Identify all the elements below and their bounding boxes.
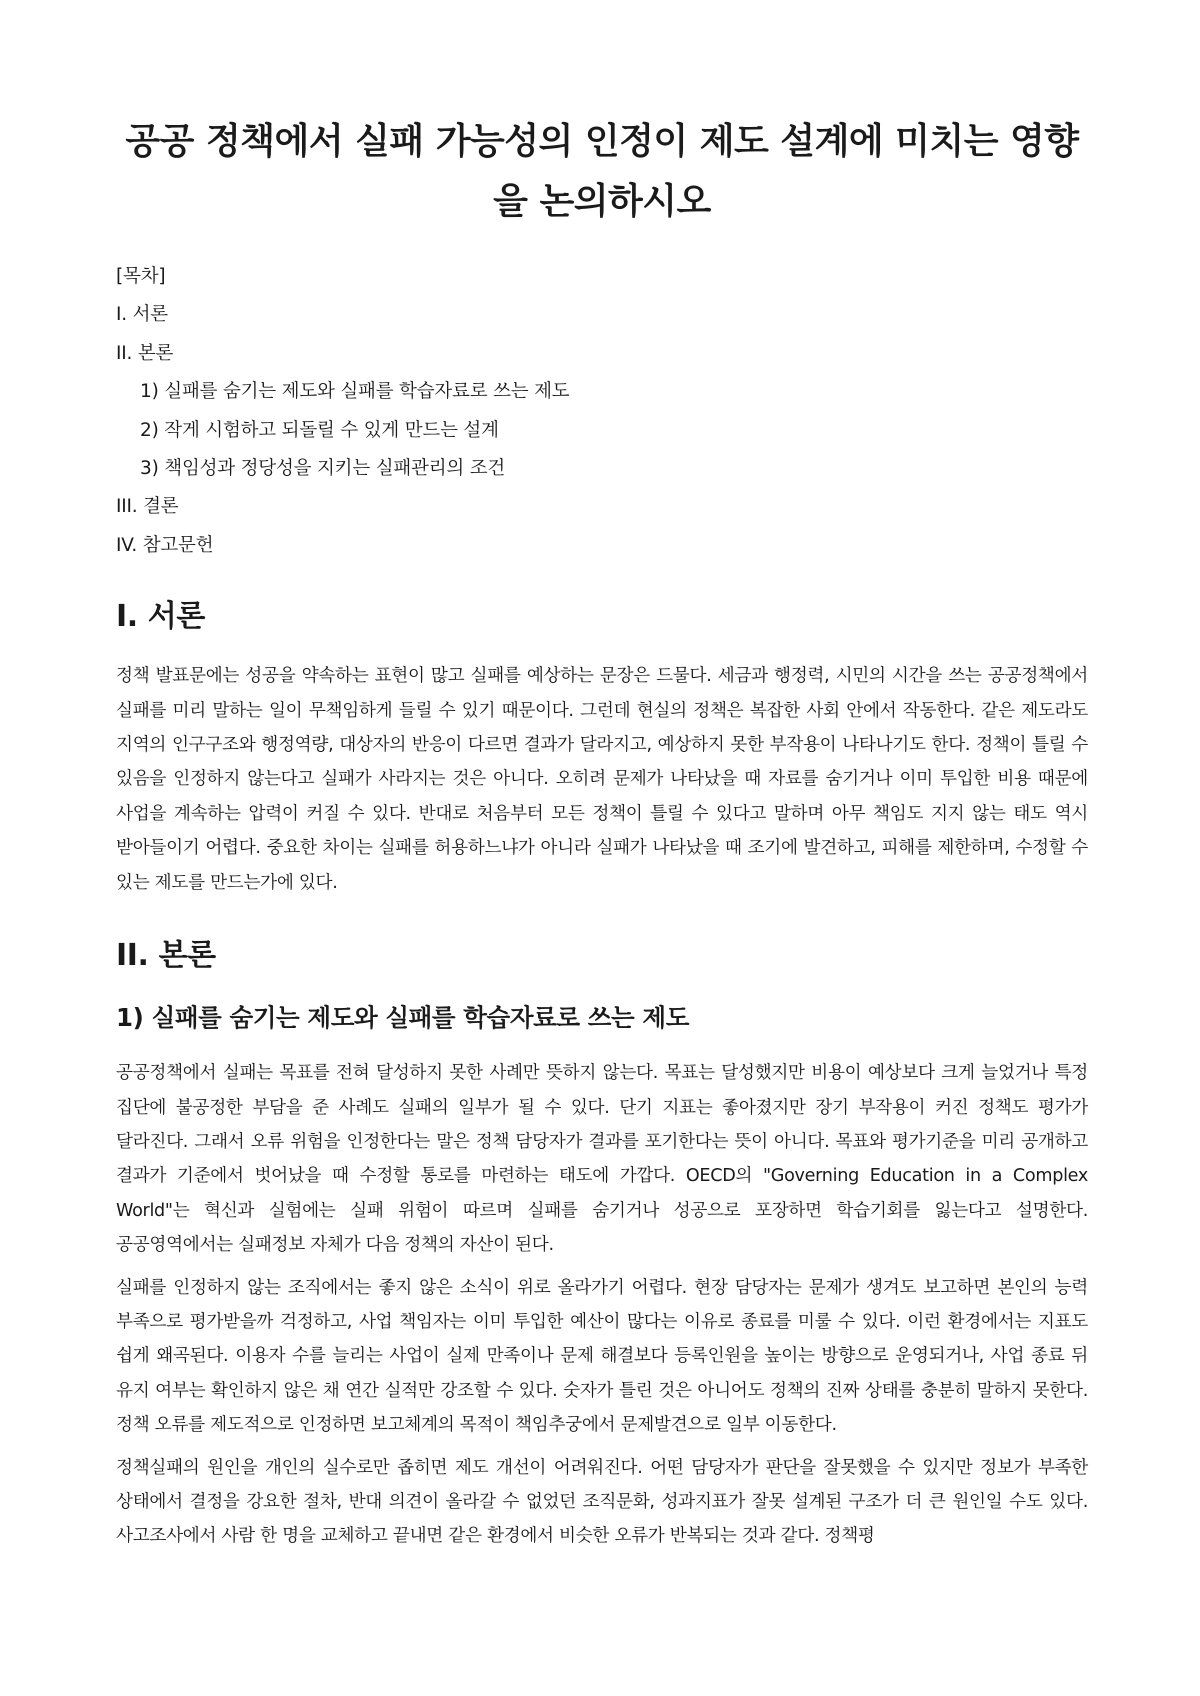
- section-heading-intro: I. 서론: [116, 599, 205, 635]
- table-of-contents: [116, 258, 1088, 565]
- toc-item-conclusion: III. 결론: [116, 496, 179, 518]
- toc-heading: [목차]: [116, 266, 166, 287]
- body-paragraph: 공공정책에서 실패는 목표를 전혀 달성하지 못한 사례만 뜻하지 않는다. 목표는 달성했지만 비용이 예상보다 크게 늘었거나 특정 집단에 불공정한 부담을 준 사례도 실패의 일부가 될 수 있다. 단기 지표는 좋아졌지만 장기 부작용이 커진 정책도 평가가 달라진다. 그래서 오류 위험을 인정한다는 말은 정책 담당자가 결과를 포기한다는 뜻이 아니다. 목표와 평가기준을 미리 공개하고 결과가 기준에서 벗어났을 때 수정할 통로를 마련하는 태도에 가깝다. OECD의 "Governing Education in a Complex World"는 혁신과 실험에는 실패 위험이 따르며 실패를 숨기거나 성공으로 포장하면 학습기회를 잃는다고 설명한다. 공공영역에서는 실패정보 자체가 다음 정책의 자산이 된다.: [116, 1063, 1088, 1256]
- toc-item-body-1: 1) 실패를 숨기는 제도와 실패를 학습자료로 쓰는 제도: [140, 381, 570, 403]
- toc-item-body: II. 본론: [116, 342, 174, 364]
- subsection-heading-1: 1) 실패를 숨기는 제도와 실패를 학습자료로 쓰는 제도: [116, 1003, 689, 1033]
- body-paragraph: 실패를 인정하지 않는 조직에서는 좋지 않은 소식이 위로 올라가기 어렵다. 현장 담당자는 문제가 생겨도 보고하면 본인의 능력 부족으로 평가받을까 걱정하고, 사업 책임자는 이미 투입한 예산이 많다는 이유로 종료를 미룰 수 있다. 이런 환경에서는 지표도 쉽게 왜곡된다. 이용자 수를 늘리는 사업이 실제 만족이나 문제 해결보다 등록인원을 높이는 방향으로 운영되거나, 사업 종료 뒤 유지 여부는 확인하지 않은 채 연간 실적만 강조할 수 있다. 숫자가 틀린 것은 아니어도 정책의 진짜 상태를 충분히 말하지 못한다. 정책 오류를 제도적으로 인정하면 보고체계의 목적이 책임추궁에서 문제발견으로 일부 이동한다.: [116, 1277, 1088, 1436]
- body-paragraph: 정책실패의 원인을 개인의 실수로만 좁히면 제도 개선이 어려워진다. 어떤 담당자가 판단을 잘못했을 수 있지만 정보가 부족한 상태에서 결정을 강요한 절차, 반대 의견이 올라갈 수 없었던 조직문화, 성과지표가 잘못 설계된 구조가 더 큰 원인일 수도 있다. 사고조사에서 사람 한 명을 교체하고 끝내면 같은 환경에서 비슷한 오류가 반복되는 것과 같다. 정책평: [116, 1457, 1088, 1547]
- toc-item-body-3: 3) 책임성과 정당성을 지키는 실패관리의 조건: [140, 458, 506, 480]
- section-heading-body: II. 본론: [116, 938, 216, 974]
- toc-item-references: IV. 참고문헌: [116, 534, 214, 556]
- toc-item-intro: I. 서론: [116, 304, 168, 326]
- document-title: 공공 정책에서 실패 가능성의 인정이 제도 설계에 미치는 영향을 논의하시오: [125, 121, 1079, 222]
- toc-item-body-2: 2) 작게 시험하고 되돌릴 수 있게 만드는 설계: [140, 419, 499, 441]
- intro-paragraph: 정책 발표문에는 성공을 약속하는 표현이 많고 실패를 예상하는 문장은 드물다. 세금과 행정력, 시민의 시간을 쓰는 공공정책에서 실패를 미리 말하는 일이 무책임하게 들릴 수 있기 때문이다. 그런데 현실의 정책은 복잡한 사회 안에서 작동한다. 같은 제도라도 지역의 인구구조와 행정역량, 대상자의 반응이 다르면 결과가 달라지고, 예상하지 못한 부작용이 나타나기도 한다. 정책이 틀릴 수 있음을 인정하지 않는다고 실패가 사라지는 것은 아니다. 오히려 문제가 나타났을 때 자료를 숨기거나 이미 투입한 비용 때문에 사업을 계속하는 압력이 커질 수 있다. 반대로 처음부터 모든 정책이 틀릴 수 있다고 말하며 아무 책임도 지지 않는 태도 역시 받아들이기 어렵다. 중요한 차이는 실패를 허용하느냐가 아니라 실패가 나타났을 때 조기에 발견하고, 피해를 제한하며, 수정할 수 있는 제도를 만드는가에 있다.: [116, 666, 1088, 893]
